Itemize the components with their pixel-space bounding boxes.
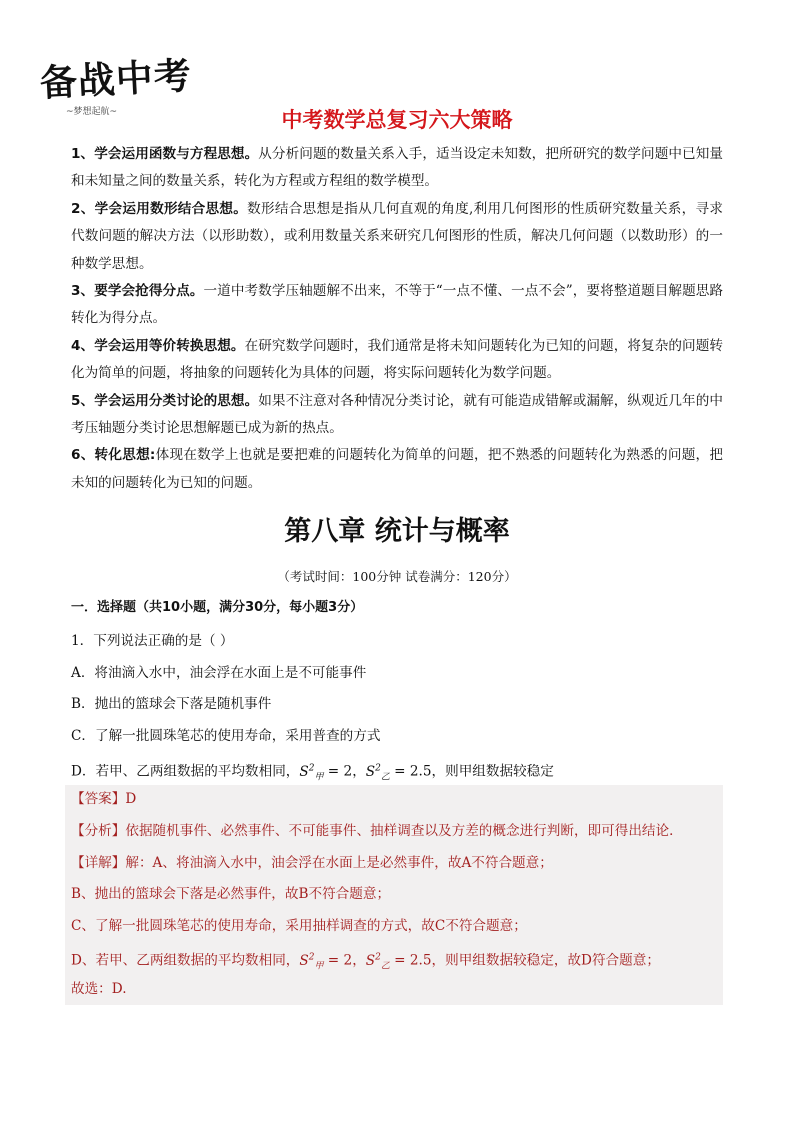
strategy-body: 在研究数学问题时，我们通常是将未知问题转化为已知的问题，将复杂的问题转化为简单的问题，将抽象的问题转化为具体的问题，将实际问题转化为数学问题。: [71, 337, 723, 382]
analysis-text: 依据随机事件、必然事件、不可能事件、抽样调查以及方差的概念进行判断，即可得出结论．: [125, 823, 683, 839]
strategy-item: [71, 278, 723, 333]
variance-jia-value: 2: [343, 763, 353, 780]
main-title: 中考数学总复习六大策略: [281, 108, 513, 132]
option-b: B．抛出的篮球会下落是随机事件: [71, 696, 272, 712]
strategy-head: 4、学会运用等价转换思想。: [71, 337, 245, 354]
strategy-item: [71, 442, 723, 497]
section-title: 一．选择题（共10小题，满分30分，每小题3分）: [71, 600, 364, 615]
variance-jia: $S^2_甲$: [299, 763, 324, 783]
option-c: C．了解一批圆珠笔芯的使用寿命，采用普查的方式: [71, 728, 381, 744]
variance-yi: $S^2_乙$: [365, 763, 390, 783]
detail-d-head: D、若甲、乙两组数据的平均数相同，: [71, 952, 300, 969]
answer-tag: 【答案】: [71, 791, 126, 807]
strategy-body: 一道中考数学压轴题解不出来，不等于“一点不懂、一点不会”，要将整道题目解题思路转化为得分点。: [71, 283, 723, 327]
detail-line: [71, 852, 553, 874]
option-d: D．若甲、乙两组数据的平均数相同，$S^2_甲 = 2$，$S^2_乙 = 2.5$，则甲组数据较稳定: [71, 763, 554, 783]
detail-d-tail: ，则甲组数据较稳定，故D符合题意；: [431, 952, 660, 969]
detail-line: B、抛出的篮球会下落是必然事件，故B不符合题意；: [71, 886, 391, 902]
strategy-item: [71, 141, 723, 196]
strategy-item: [71, 333, 723, 388]
strategy-body: 数形结合思想是指从几何直观的角度,利用几何图形的性质研究数量关系，寻求代数问题的解决方法（以形助数），或利用数量关系来研究几何图形的性质，解决几何问题（以数助形）的一种数学思想。: [71, 200, 723, 272]
logo-subtitle: ~梦想起航~: [66, 107, 118, 117]
variance-yi-value: 2.5: [409, 952, 432, 969]
option-a: A．将油滴入水中，油会浮在水面上是不可能事件: [71, 665, 367, 681]
variance-yi-value: 2.5: [409, 763, 432, 780]
answer-value: D: [125, 791, 137, 807]
strategy-body: 如果不注意对各种情况分类讨论，就有可能造成错解或漏解，纵观近几年的中考压轴题分类讨论思想解题已成为新的热点。: [71, 392, 723, 437]
strategy-head: 5、学会运用分类讨论的思想。: [71, 392, 259, 409]
analysis-line: [71, 820, 683, 842]
detail-text: 解：A、将油滴入水中，油会浮在水面上是必然事件，故A不符合题意；: [125, 855, 553, 871]
strategy-head: 3、要学会抢得分点。: [71, 283, 204, 300]
logo-text: 备战中考: [38, 54, 193, 105]
answer-line: [71, 788, 136, 810]
strategy-item: [71, 196, 723, 278]
sub-jia: 甲: [314, 961, 324, 972]
sub-jia: 甲: [314, 772, 324, 783]
sub-yi: 乙: [380, 961, 390, 972]
chapter-title: 第八章 统计与概率: [284, 516, 510, 547]
variance-jia: $S^2_甲$: [299, 952, 324, 972]
analysis-tag: 【分析】: [71, 823, 126, 839]
strategy-head: 1、学会运用函数与方程思想。: [71, 146, 259, 162]
exam-info: （考试时间：100分钟 试卷满分：120分）: [277, 569, 517, 584]
strategy-body: 体现在数学上也就是要把难的问题转化为简单的问题，把不熟悉的问题转化为熟悉的问题，把未知的问题转化为已知的问题。: [71, 447, 723, 491]
strategy-head: 2、学会运用数形结合思想。: [71, 200, 248, 217]
strategy-head: 6、转化思想:: [71, 447, 156, 464]
variance-jia-value: 2: [343, 952, 353, 969]
option-d-tail: ，则甲组数据较稳定: [431, 763, 554, 780]
sub-yi: 乙: [380, 772, 390, 783]
variance-yi: $S^2_乙$: [365, 952, 390, 972]
strategy-body: 从分析问题的数量关系入手，适当设定未知数，把所研究的数学问题中已知量和未知量之间的数量关系，转化为方程或方程组的数学模型。: [71, 146, 723, 190]
answer-box: [65, 785, 723, 1005]
question-stem: 1．下列说法正确的是（ ）: [71, 633, 234, 649]
detail-line-d: D、若甲、乙两组数据的平均数相同，$S^2_甲 = 2$，$S^2_乙 = 2.5$，则甲组数据较稳定，故D符合题意；: [71, 952, 660, 972]
conclusion: 故选：D.: [71, 981, 127, 997]
detail-tag: 【详解】: [71, 855, 126, 871]
option-d-text: D．若甲、乙两组数据的平均数相同，: [71, 763, 300, 780]
strategy-item: [71, 388, 723, 443]
strategy-list: [71, 141, 723, 497]
detail-line: C、了解一批圆珠笔芯的使用寿命，采用抽样调查的方式，故C不符合题意；: [71, 918, 527, 934]
